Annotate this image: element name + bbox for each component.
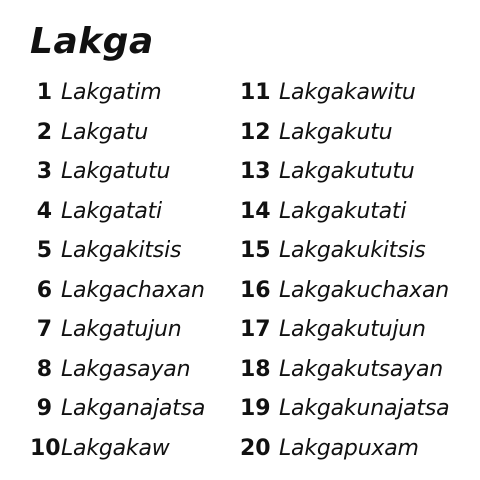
number-word: Lakgakututu (279, 159, 415, 184)
list-item (240, 113, 449, 153)
list-item (240, 152, 449, 192)
number-label: 10 (30, 435, 61, 461)
list-item (30, 192, 205, 232)
numbers-list-right (240, 73, 449, 468)
list-item (240, 73, 449, 113)
number-word: Lakgatim (61, 80, 162, 105)
number-label: 2 (36, 119, 52, 145)
list-item (30, 231, 205, 271)
number-label: 5 (36, 238, 52, 263)
number-word: Lakgakuchaxan (279, 277, 449, 303)
list-item (240, 310, 449, 350)
number-word: Lakgakutsayan (279, 356, 444, 382)
number-label: 19 (240, 396, 271, 421)
number-label: 18 (240, 356, 271, 382)
number-label: 15 (240, 238, 271, 263)
list-item (240, 192, 449, 232)
number-word: Lakgakukitsis (279, 238, 426, 263)
number-word: Lakgakaw (61, 435, 170, 461)
number-label: 9 (36, 396, 52, 421)
number-word: Lakgasayan (61, 356, 191, 382)
number-label: 6 (36, 277, 52, 303)
number-label: 8 (36, 356, 52, 382)
number-word: Lakgakitsis (61, 238, 182, 263)
list-item (30, 389, 205, 429)
list-item (240, 429, 449, 469)
list-item (30, 73, 205, 113)
number-word: Lakgakunajatsa (279, 396, 450, 421)
number-label: 14 (240, 198, 271, 224)
number-word: Lakgakutati (279, 198, 407, 224)
number-word: Lakganajatsa (61, 396, 206, 421)
number-label: 3 (36, 159, 52, 184)
number-label: 13 (240, 159, 271, 184)
number-label: 16 (240, 277, 271, 303)
number-label: 17 (240, 317, 271, 342)
number-word: Lakgakutu (279, 119, 393, 145)
number-label: 1 (36, 80, 52, 105)
list-item (240, 271, 449, 311)
list-item (30, 310, 205, 350)
number-label: 11 (240, 80, 271, 105)
number-word: Lakgakutujun (279, 317, 426, 342)
list-item (240, 350, 449, 390)
numbers-list-left (30, 73, 205, 468)
number-word: Lakgatati (61, 198, 162, 224)
list-item (30, 152, 205, 192)
number-word: Lakgatu (61, 119, 149, 145)
list-item (30, 350, 205, 390)
number-label: 4 (36, 198, 52, 224)
list-item (240, 231, 449, 271)
page-title: Lakga (30, 21, 154, 62)
list-item (240, 389, 449, 429)
number-word: Lakgatutu (61, 159, 171, 184)
number-word: Lakgatujun (61, 317, 182, 342)
list-item (30, 429, 205, 469)
number-word: Lakgachaxan (61, 277, 205, 303)
number-word: Lakgakawitu (279, 80, 416, 105)
number-label: 7 (36, 317, 52, 342)
number-label: 12 (240, 119, 271, 145)
number-label: 20 (240, 435, 271, 461)
list-item (30, 271, 205, 311)
list-item (30, 113, 205, 153)
number-word: Lakgapuxam (279, 435, 419, 461)
